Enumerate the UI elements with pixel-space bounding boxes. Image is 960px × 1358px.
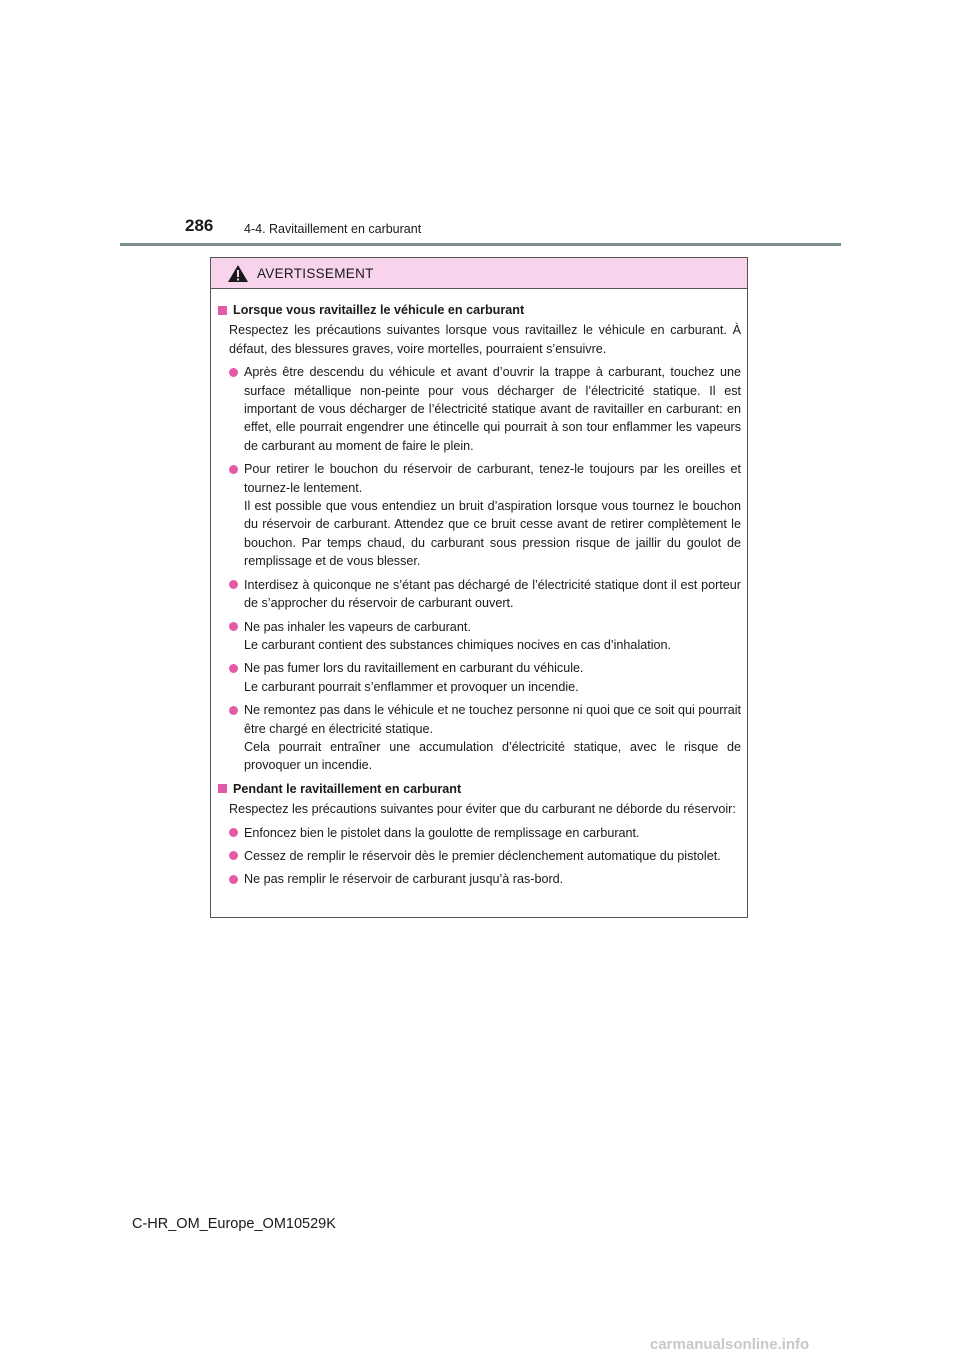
bullet-text xyxy=(244,576,741,613)
bullet-item xyxy=(218,460,741,570)
bullet-line: Cessez de remplir le réservoir dès le premier déclenchement automatique du pistolet. xyxy=(244,848,721,863)
bullet-line: Le carburant contient des substances chimiques nocives en cas d’inhalation. xyxy=(244,637,672,652)
square-bullet-icon xyxy=(218,306,227,315)
warning-body xyxy=(211,289,747,889)
round-bullet-icon xyxy=(229,851,238,860)
round-bullet-icon xyxy=(229,622,238,631)
bullet-line: Ne pas inhaler les vapeurs de carburant. xyxy=(244,619,471,634)
bullet-line: Cela pourrait entraîner une accumulation d’électricité statique, avec le risque de provoquer un incendie. xyxy=(244,739,741,773)
page-number: 286 xyxy=(185,216,214,235)
bullet-line: Après être descendu du véhicule et avant d’ouvrir la trappe à carburant, touchez une surface métallique non-peinte pour vous décharger de l’électricité statique. Il est important de vous décharger de l’électricité statique avant de ravitailler en carburant: en effet, elle pourrait engendrer une étincelle qui pourrait à son tour enflammer les vapeurs de carburant au moment de faire le plein. xyxy=(244,365,741,453)
round-bullet-icon xyxy=(229,465,238,474)
warning-header xyxy=(211,258,747,289)
header-divider xyxy=(120,243,841,246)
bullet-text xyxy=(244,460,741,570)
warning-section-heading xyxy=(218,780,741,798)
bullet-line: Interdisez à quiconque ne s’étant pas déchargé de l’électricité statique dont il est porteur de s’approcher du réservoir de carburant ouvert. xyxy=(244,577,741,611)
warning-triangle-icon xyxy=(227,264,249,283)
round-bullet-icon xyxy=(229,828,238,837)
section-intro: Respectez les précautions suivantes pour éviter que du carburant ne déborde du réservoir: xyxy=(229,802,736,817)
section-intro: Respectez les précautions suivantes lorsque vous ravitaillez le véhicule en carburant. À défaut, des blessures graves, voire mortelles, pourraient s’ensuivre. xyxy=(229,323,741,356)
round-bullet-icon xyxy=(229,580,238,589)
bullet-text xyxy=(244,824,741,842)
bullet-item xyxy=(218,363,741,455)
bullet-text xyxy=(244,618,741,655)
round-bullet-icon xyxy=(229,706,238,715)
bullet-item xyxy=(218,870,741,888)
round-bullet-icon xyxy=(229,368,238,377)
bullet-text xyxy=(244,363,741,455)
warning-title: AVERTISSEMENT xyxy=(257,265,374,281)
bullet-item xyxy=(218,576,741,613)
round-bullet-icon xyxy=(229,664,238,673)
bullet-item xyxy=(218,659,741,696)
round-bullet-icon xyxy=(229,875,238,884)
section-heading-text: Lorsque vous ravitaillez le véhicule en carburant xyxy=(233,303,525,317)
bullet-item xyxy=(218,618,741,655)
bullet-line: Ne pas remplir le réservoir de carburant jusqu’à ras-bord. xyxy=(244,872,564,887)
bullet-line: Pour retirer le bouchon du réservoir de carburant, tenez-le toujours par les oreilles et tournez-le lentement. xyxy=(244,462,741,495)
bullet-line: Le carburant pourrait s’enflammer et provoquer un incendie. xyxy=(244,679,579,694)
section-title: 4-4. Ravitaillement en carburant xyxy=(244,222,422,236)
bullet-text xyxy=(244,847,741,865)
bullet-item xyxy=(218,701,741,775)
warning-box xyxy=(210,257,748,918)
bullet-item xyxy=(218,824,741,842)
warning-section-heading xyxy=(218,301,741,319)
bullet-line: Enfoncez bien le pistolet dans la goulotte de remplissage en carburant. xyxy=(244,825,640,840)
bullet-item xyxy=(218,847,741,865)
bullet-text xyxy=(244,659,741,696)
section-heading-text: Pendant le ravitaillement en carburant xyxy=(233,781,462,796)
square-bullet-icon xyxy=(218,784,227,793)
watermark: carmanualsonline.info xyxy=(650,1336,810,1353)
bullet-text xyxy=(244,870,741,888)
document-code: C-HR_OM_Europe_OM10529K xyxy=(132,1216,336,1232)
bullet-line: Ne remontez pas dans le véhicule et ne touchez personne ni quoi que ce soit qui pourrait être chargé en électricité statique. xyxy=(244,703,741,736)
bullet-line: Il est possible que vous entendiez un bruit d’aspiration lorsque vous tournez le bouchon du réservoir de carburant. Attendez que ce bruit cesse avant de retirer complètement le bouchon. Par temps chaud, du carburant sous pression risque de jaillir du goulot de remplissage et de vous blesser. xyxy=(244,499,741,569)
bullet-line: Ne pas fumer lors du ravitaillement en carburant du véhicule. xyxy=(244,661,584,676)
bullet-text xyxy=(244,701,741,775)
